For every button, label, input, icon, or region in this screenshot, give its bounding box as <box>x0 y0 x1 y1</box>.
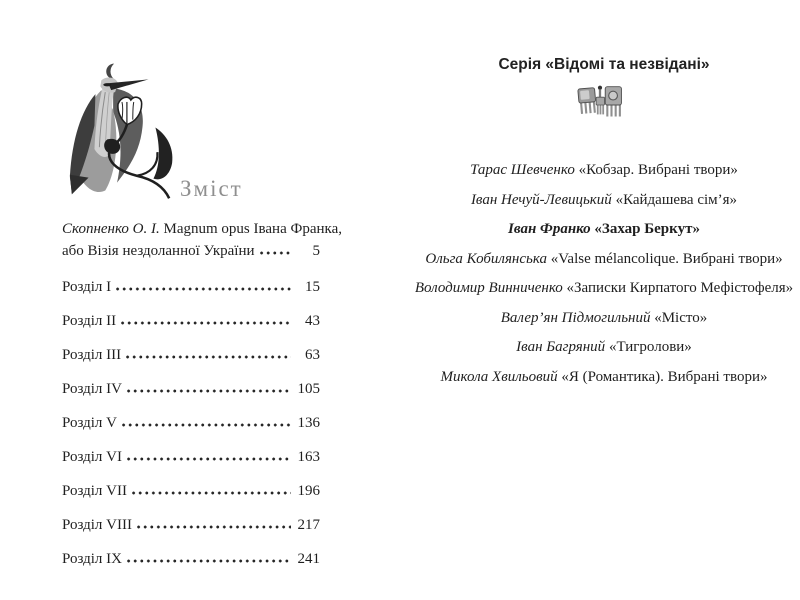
book-author: Микола Хвильовий <box>440 368 558 385</box>
book-author: Іван Франко <box>508 221 591 237</box>
toc-entry-label: Розділ V <box>62 415 117 431</box>
toc-entry <box>62 276 320 298</box>
toc-entry-label: Розділ VIII <box>62 517 132 533</box>
book-title: «Місто» <box>654 309 708 326</box>
dotted-leader <box>132 491 291 495</box>
toc-page-number: 5 <box>312 243 320 259</box>
book-author: Валер’ян Підмогильний <box>500 309 651 326</box>
book-list-item <box>404 308 800 328</box>
table-of-contents <box>62 218 342 582</box>
toc-entry <box>62 446 320 468</box>
book-title: «Захар Беркут» <box>594 221 700 237</box>
dotted-leader <box>122 423 291 427</box>
toc-entry-label: Розділ VII <box>62 483 127 499</box>
toc-entry-label: Розділ II <box>62 313 117 329</box>
toc-page-number: 241 <box>297 551 320 567</box>
book-list-item <box>404 160 800 180</box>
book-title: «Кайдашева сім’я» <box>615 191 738 208</box>
dotted-leader <box>127 559 291 563</box>
book-author: Іван Нечуй-Левицький <box>470 191 612 208</box>
toc-page-number: 63 <box>305 347 320 363</box>
toc-entry <box>62 548 320 570</box>
book-title: «Тигролови» <box>608 339 692 355</box>
dotted-leader <box>121 321 291 325</box>
toc-entry-label: Розділ IV <box>62 381 122 397</box>
toc-entry <box>62 310 320 332</box>
toc-intro-author: Скопненко О. І. <box>62 221 160 237</box>
toc-entry <box>62 480 320 502</box>
crescent-moon-icon <box>106 64 114 80</box>
toc-page-number: 105 <box>297 381 320 397</box>
book-title: «Записки Кирпатого Мефістофеля» <box>566 280 794 296</box>
toc-entry <box>62 412 320 434</box>
toc-entry-label: Розділ IX <box>62 551 122 567</box>
toc-intro-title-line2: або Візія нездоланної України <box>62 243 255 259</box>
toc-chapter-list <box>62 276 320 570</box>
book-author: Іван Багряний <box>516 339 606 355</box>
toc-intro-title-line1: Magnum opus Івана Франка, <box>163 221 342 237</box>
book-title: «Valse mélancolique. Вибрані твори» <box>550 250 783 267</box>
dotted-leader <box>127 389 291 393</box>
book-list-item <box>404 190 800 210</box>
series-book-list <box>404 160 800 396</box>
toc-page-number: 196 <box>297 483 320 499</box>
toc-entry <box>62 378 320 400</box>
toc-page-number: 43 <box>305 313 320 329</box>
bird-illustration <box>62 52 180 206</box>
dotted-leader <box>260 251 292 255</box>
series-title: Серія «Відомі та незвідані» <box>498 56 710 73</box>
toc-page-number: 136 <box>297 415 320 431</box>
toc-page-number: 217 <box>297 517 320 533</box>
dotted-leader <box>126 355 291 359</box>
dotted-leader <box>127 457 291 461</box>
book-title: «Кобзар. Вибрані твори» <box>578 162 738 178</box>
contents-heading: Зміст <box>180 176 243 201</box>
toc-entry-label: Розділ I <box>62 279 112 295</box>
book-author: Тарас Шевченко <box>470 162 575 178</box>
book-list-item <box>404 249 800 269</box>
book-author: Ольга Кобилянська <box>425 250 547 267</box>
book-author: Володимир Винниченко <box>414 280 563 296</box>
dotted-leader <box>137 525 291 529</box>
toc-page-number: 15 <box>305 279 320 295</box>
toc-entry <box>62 344 320 366</box>
book-list-item <box>404 219 800 239</box>
book-list-item <box>404 278 800 298</box>
book-list-item <box>404 367 800 387</box>
book-list-item <box>404 337 800 357</box>
toc-entry <box>62 514 320 536</box>
toc-entry-intro <box>62 218 342 262</box>
publisher-logo-icon <box>577 83 623 127</box>
book-title: «Я (Романтика). Вибрані твори» <box>561 368 768 385</box>
toc-entry-label: Розділ VI <box>62 449 122 465</box>
toc-page-number: 163 <box>297 449 320 465</box>
dotted-leader <box>116 287 291 291</box>
toc-entry-label: Розділ III <box>62 347 122 363</box>
